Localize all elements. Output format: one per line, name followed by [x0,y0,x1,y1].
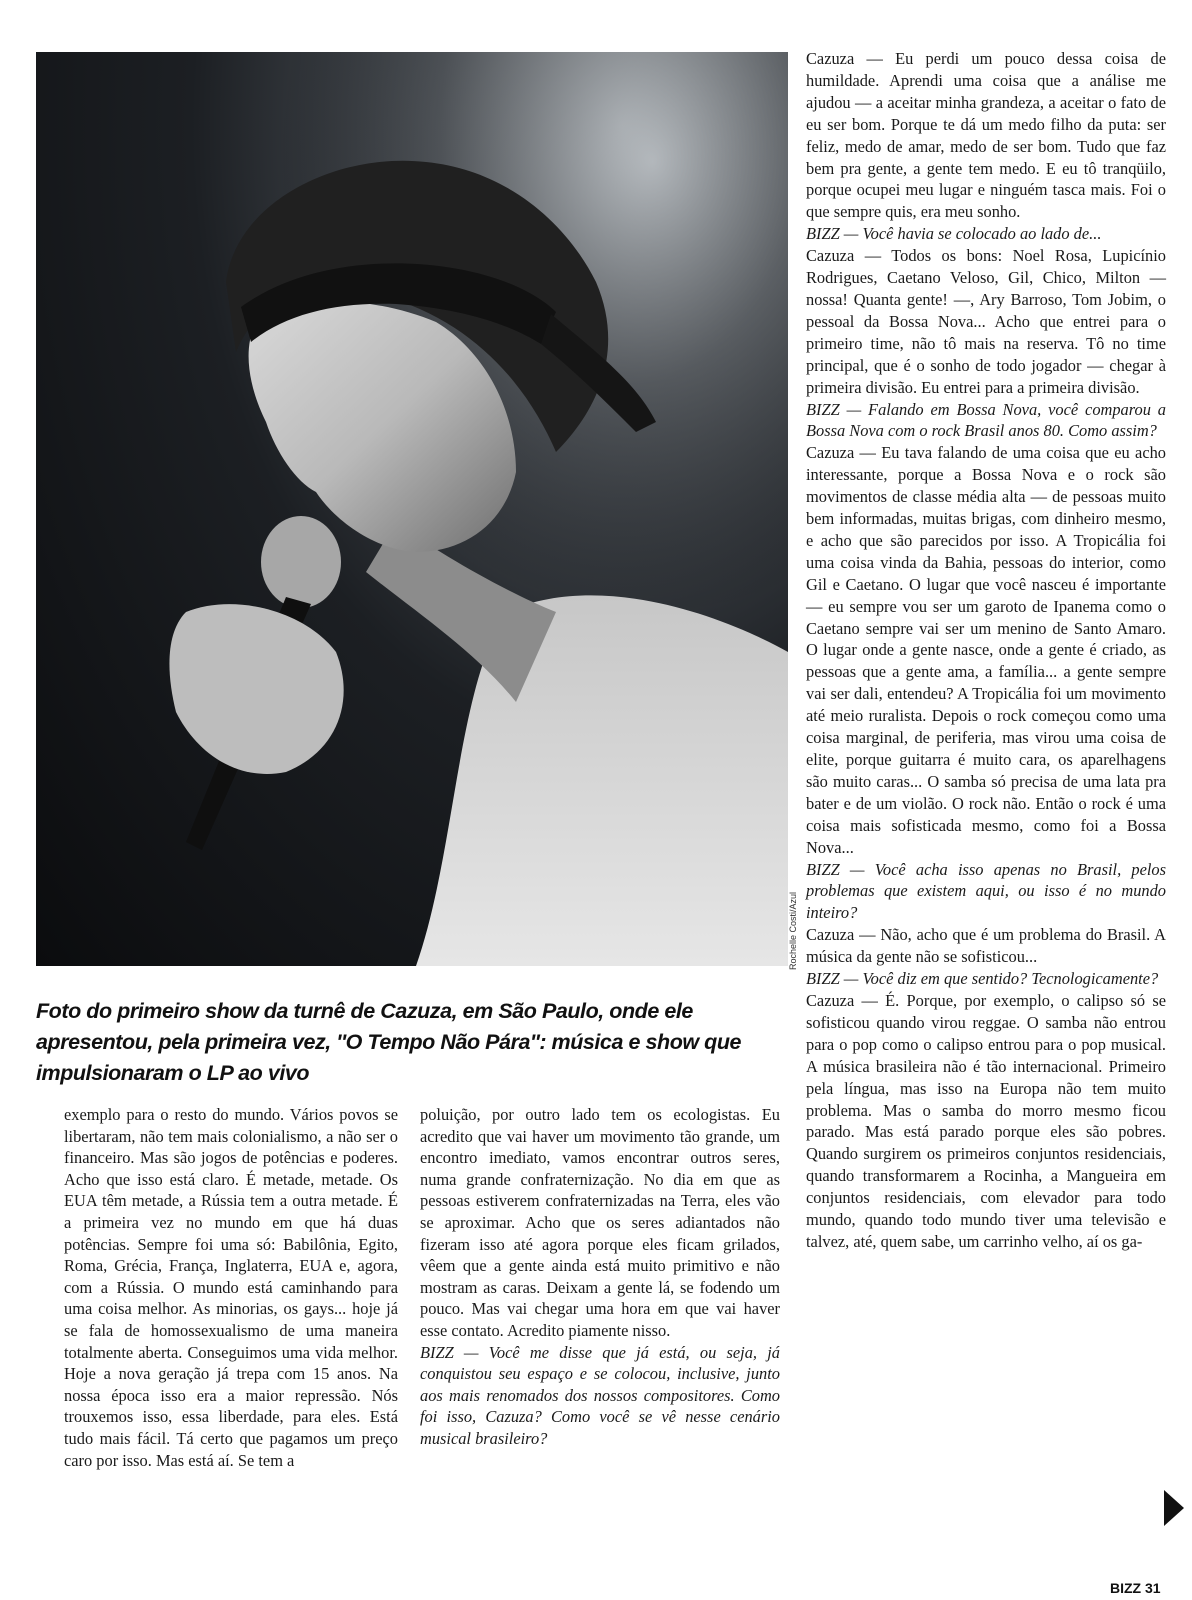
question-3: BIZZ — Falando em Bossa Nova, você comparou a Bossa Nova com o rock Brasil anos 80. Como assim? [806,399,1166,441]
text-column-3 [806,48,1166,1253]
singer-silhouette [36,52,788,966]
concert-photo [36,52,788,966]
column2-answer: poluição, por outro lado tem os ecologistas. Eu acredito que vai haver um movimento tão grande, um encontro imediato, vamos encontrar outros seres, numa grande confraternização. No dia em que as pessoas estiverem confraternizadas na Terra, eles vão se aproximar. Acho que os seres adiantados não fizeram isso até agora porque eles ficam grilados, vêem que a gente ainda está muito primitivo e não mostram as caras. Deixam a gente lá, se fodendo um pouco. Mas vai chegar uma hora em que vai haver esse contato. Acredito piamente nisso. [420,1105,780,1340]
text-column-2 [420,1104,780,1450]
question-2: BIZZ — Você havia se colocado ao lado de... [806,224,1102,244]
question-5: BIZZ — Você diz em que sentido? Tecnologicamente? [806,969,1159,989]
answer-3: Cazuza — Eu tava falando de uma coisa que eu acho interessante, porque a Bossa Nova e o rock são movimentos de classe média alta — de pessoas muito bem informadas, muitas brigas, com dinheiro mesmo, e acho que são parecidos por isso. A Tropicália foi uma coisa vinda da Bahia, pessoas do interior, como Gil e Caetano. O lugar que você nasceu é importante — eu sempre vou ser um garoto de Ipanema como o Caetano sempre vai ser um menino de Santo Amaro. O lugar onde a gente nasce, onde a gente é criado, as pessoas que a gente ama, a família... a gente sempre vai ser dali, entendeu? A Tropicália foi um movimento até meio ruralista. Depois o rock começou como uma coisa marginal, de periferia, mas virou uma coisa de elite, porque guitarra é muito cara, os aparelhagens são muito caras... O samba só precisa de uma lata pra bater e de um violão. O rock não. Então o rock é uma coisa mais sofisticada mesmo, como foi a Bossa Nova... [806,443,1166,857]
answer-1: Cazuza — Eu perdi um pouco dessa coisa de humildade. Aprendi uma coisa que a análise me ajudou — a aceitar minha grandeza, a aceitar o fato de eu ser bom. Porque te dá um medo filho da puta: ser feliz, medo de amar, medo de ser bom. Tudo que faz bem pra gente, a gente tem medo. E eu tô tranqüilo, porque ocupei meu lugar e ninguém tasca mais. Foi o que sempre quis, era meu sonho. [806,49,1166,222]
question-4: BIZZ — Você acha isso apenas no Brasil, pelos problemas que existem aqui, ou isso é no mundo inteiro? [806,859,1166,923]
photo-caption: Foto do primeiro show da turnê de Cazuza, em São Paulo, onde ele apresentou, pela primeira vez, ''O Tempo Não Pára'': música e show que impulsionaram o LP ao vivo [36,999,742,1085]
answer-4: Cazuza — Não, acho que é um problema do Brasil. A música da gente não se sofisticou... [806,925,1166,967]
photo-credit: Rochelle Costi/Azul [788,891,798,970]
continue-arrow-icon [1164,1490,1184,1526]
column1-paragraph: exemplo para o resto do mundo. Vários povos se libertaram, não tem mais colonialismo, a não ser o financeiro. Mas são jogos de potências e poderes. Acho que isso está claro. É metade, metade. Os EUA têm metade, a Rússia tem a outra metade. É a primeira vez no mundo em que há duas potências. Sempre foi uma só: Babilônia, Egito, Roma, Grécia, França, Inglaterra, EUA e, agora, com a Rússia. O mundo está caminhando para uma coisa melhor. As minorias, os gays... hoje já se fala de homossexualismo de uma maneira totalmente aberta. Conseguimos uma vida melhor. Hoje a nova geração já trepa com 15 anos. Na nossa época isso era a maior repressão. Nós trouxemos isso, essa liberdade, para eles. Está tudo mais fácil. Tá certo que pagamos um preço caro por isso. Mas está aí. Se tem a [64,1105,398,1470]
answer-5: Cazuza — É. Porque, por exemplo, o calipso só se sofisticou quando virou reggae. O samba não entrou para o pop como o calipso entrou para o pop musical. A música brasileira não é tão internacional. Primeiro pela língua, mas isso na Europa não tem muito problema. Mas o samba do morro mesmo ficou parado. Mas está parado porque eles são pobres. Quando surgirem os primeiros conjuntos residenciais, quando transformarem a Rocinha, a Mangueira em conjuntos residenciais, com elevador para todo mundo, quando todo mundo tiver uma televisão e talvez, até, quem sabe, um carrinho velho, aí os ga- [806,990,1166,1251]
column2-question: BIZZ — Você me disse que já está, ou seja, já conquistou seu espaço e se colocou, inclusive, junto aos mais renomados dos nossos compositores. Como foi isso, Cazuza? Como você se vê nesse cenário musical brasileiro? [420,1342,780,1448]
text-column-1 [64,1104,398,1471]
answer-2: Cazuza — Todos os bons: Noel Rosa, Lupicínio Rodrigues, Caetano Veloso, Gil, Chico, Milton — nossa! Quanta gente! —, Ary Barroso, Tom Jobim, o pessoal da Bossa Nova... Acho que entrei para o primeiro time, não tô mais na reserva. Tô no time principal, que é o sonho de todo jogador — chegar à primeira divisão. Eu entrei para a primeira divisão. [806,246,1166,397]
page-folio: BIZZ 31 [1110,1580,1161,1596]
